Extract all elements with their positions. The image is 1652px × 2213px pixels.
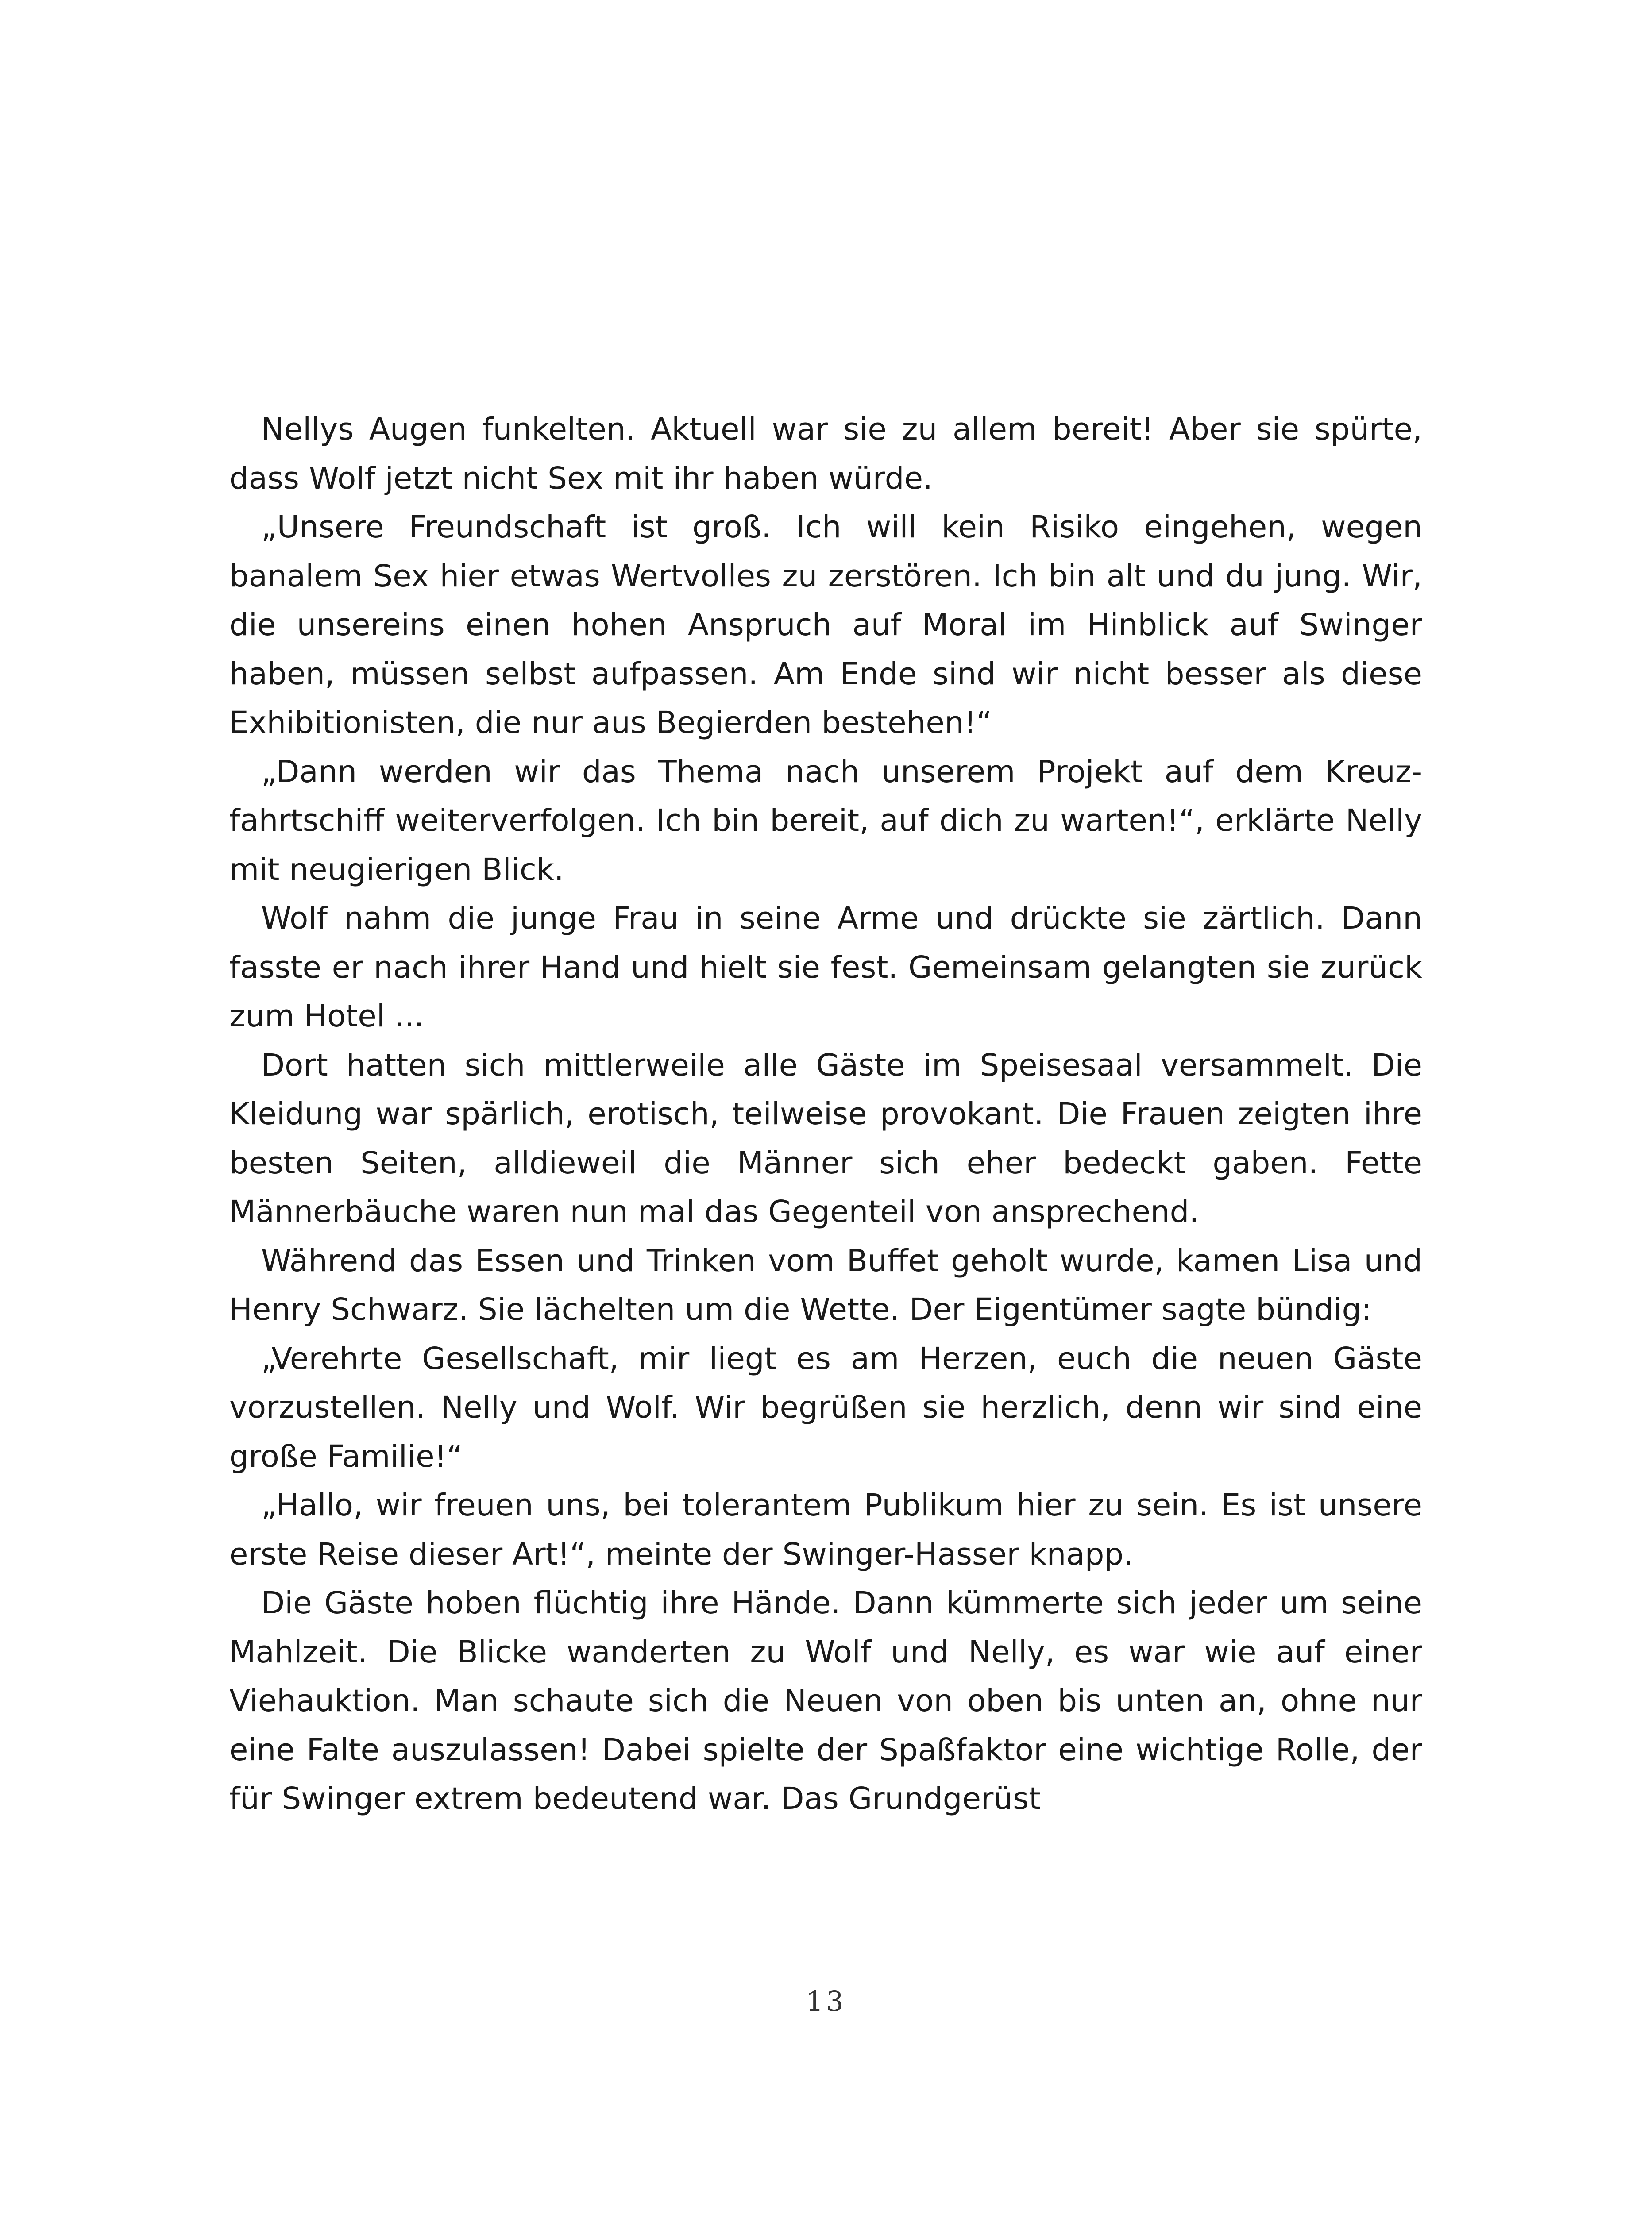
- paragraph: Die Gäste hoben flüchtig ihre Hände. Dann kümmerte sich jeder um seine Mahlzeit. Die Blicke wanderten zu Wolf und Nelly, es war wie auf einer Viehauktion. Man schaute sich die Neuen von oben bis unten an, ohne nur eine Falte auszulassen! Dabei spielte der Spaßfaktor eine wichtige Rolle, der für Swinger extrem bedeutend war. Das Grundgerüst: [229, 1585, 1422, 1816]
- body-text: [229, 405, 1422, 1824]
- paragraph: „Dann werden wir das Thema nach unserem Projekt auf dem Kreuzfahrtschiff weiterverfolgen. Ich bin bereit, auf dich zu warten!“, erklärte Nelly mit neugierigen Blick.: [229, 754, 1422, 887]
- paragraph: Wolf nahm die junge Frau in seine Arme und drückte sie zärtlich. Dann fasste er nach ihrer Hand und hielt sie fest. Gemeinsam gelangten sie zurück zum Hotel ...: [229, 901, 1422, 1034]
- paragraph: „Hallo, wir freuen uns, bei tolerantem Publikum hier zu sein. Es ist unsere erste Reise dieser Art!“, meinte der Swinger-Hasser knapp.: [229, 1488, 1422, 1572]
- paragraph: Während das Essen und Trinken vom Buffet geholt wurde, kamen Lisa und Henry Schwarz. Sie lächelten um die Wette. Der Eigentümer sagte bündig:: [229, 1243, 1422, 1327]
- paragraph: Dort hatten sich mittlerweile alle Gäste im Speisesaal versammelt. Die Kleidung war spärlich, erotisch, teilweise provokant. Die Frauen zeigten ihre besten Seiten, alldieweil die Männer sich eher bedeckt gaben. Fette Männerbäuche waren nun mal das Gegenteil von ansprechend.: [229, 1047, 1422, 1230]
- page-number: 13: [806, 1985, 846, 2017]
- paragraph: Nellys Augen funkelten. Aktuell war sie zu allem bereit! Aber sie spürte, dass Wolf jetzt nicht Sex mit ihr haben würde.: [229, 412, 1422, 496]
- paragraph: „Verehrte Gesellschaft, mir liegt es am Herzen, euch die neuen Gäste vorzustellen. Nelly und Wolf. Wir begrüßen sie herzlich, denn wir sind eine große Familie!“: [229, 1341, 1422, 1474]
- paragraph: „Unsere Freundschaft ist groß. Ich will kein Risiko eingehen, wegen banalem Sex hier etwas Wertvolles zu zerstören. Ich bin alt und du jung. Wir, die unsereins einen hohen Anspruch auf Moral im Hinblick auf Swinger haben, müssen selbst aufpassen. Am Ende sind wir nicht besser als diese Exhibitionisten, die nur aus Begierden bestehen!“: [229, 509, 1422, 740]
